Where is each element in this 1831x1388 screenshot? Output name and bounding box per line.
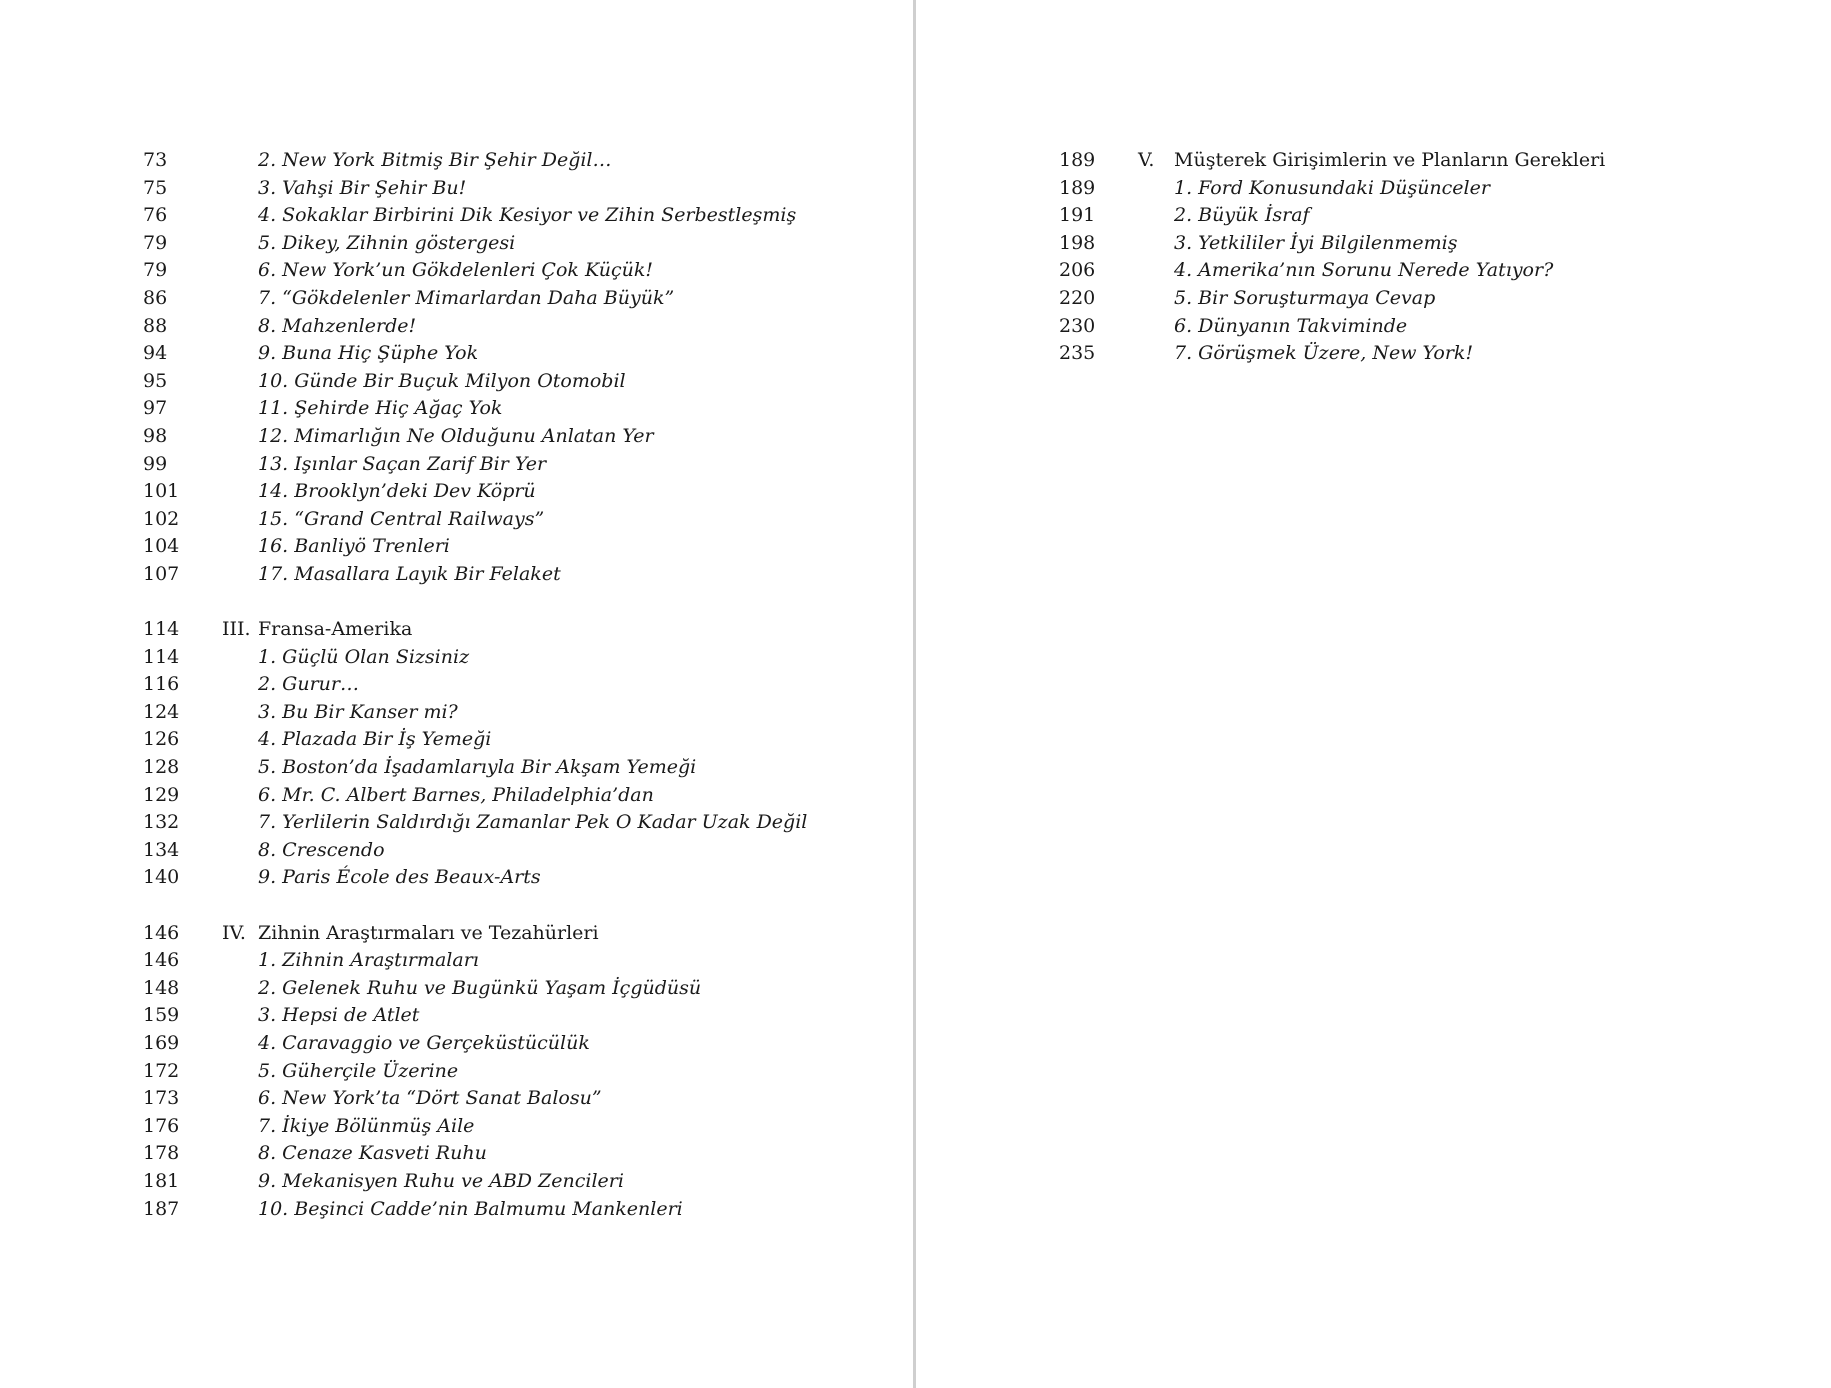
section-title: 4. Plazada Bir İş Yemeği bbox=[258, 728, 492, 751]
section-title: 12. Mimarlığın Ne Olduğunu Anlatan Yer bbox=[258, 424, 654, 447]
section-title: 10. Beşinci Cadde’nin Balmumu Mankenleri bbox=[258, 1197, 683, 1220]
page-number: 101 bbox=[143, 480, 180, 503]
section-title: 3. Vahşi Bir Şehir Bu! bbox=[258, 176, 467, 199]
page-number: 173 bbox=[143, 1087, 180, 1110]
left-page bbox=[0, 0, 913, 1388]
section-title: 15. “Grand Central Railways” bbox=[258, 507, 545, 530]
page-number: 79 bbox=[143, 259, 168, 282]
page-number: 114 bbox=[143, 645, 180, 668]
section-title: 7. “Gökdelenler Mimarlardan Daha Büyük” bbox=[258, 286, 675, 309]
page-number: 99 bbox=[143, 452, 168, 475]
part-title: Zihnin Araştırmaları ve Tezahürleri bbox=[258, 921, 599, 944]
section-title: 8. Crescendo bbox=[258, 838, 385, 861]
page-number: 220 bbox=[1059, 286, 1096, 309]
right-page bbox=[916, 0, 1831, 1388]
page-number: 86 bbox=[143, 286, 168, 309]
section-title: 2. New York Bitmiş Bir Şehir Değil… bbox=[258, 149, 612, 171]
page-number: 206 bbox=[1059, 259, 1096, 282]
section-title: 9. Mekanisyen Ruhu ve ABD Zencileri bbox=[258, 1169, 624, 1192]
page-number: 104 bbox=[143, 535, 180, 558]
part-numeral: III. bbox=[222, 618, 251, 641]
section-title: 14. Brooklyn’deki Dev Köprü bbox=[258, 480, 536, 503]
section-title: 8. Mahzenlerde! bbox=[258, 314, 417, 337]
part-numeral: V. bbox=[1138, 149, 1155, 171]
page-number: 98 bbox=[143, 424, 168, 447]
page-number: 176 bbox=[143, 1114, 180, 1137]
page-number: 235 bbox=[1059, 342, 1096, 365]
section-title: 7. Yerlilerin Saldırdığı Zamanlar Pek O Kadar Uzak Değil bbox=[258, 811, 808, 834]
page-number: 191 bbox=[1059, 204, 1096, 227]
section-title: 6. New York’un Gökdelenleri Çok Küçük! bbox=[258, 259, 654, 282]
part-title: Müşterek Girişimlerin ve Planların Gerekleri bbox=[1174, 149, 1606, 171]
page-number: 148 bbox=[143, 976, 180, 999]
section-title: 3. Yetkililer İyi Bilgilenmemiş bbox=[1174, 231, 1458, 254]
section-title: 7. İkiye Bölünmüş Aile bbox=[258, 1114, 475, 1137]
section-title: 3. Bu Bir Kanser mi? bbox=[258, 700, 458, 723]
page-number: 97 bbox=[143, 397, 168, 420]
page-number: 189 bbox=[1059, 149, 1096, 171]
page-number: 126 bbox=[143, 728, 180, 751]
page-number: 88 bbox=[143, 314, 168, 337]
section-title: 9. Paris École des Beaux-Arts bbox=[258, 866, 541, 889]
part-title: Fransa-Amerika bbox=[258, 618, 413, 641]
page-number: 114 bbox=[143, 618, 180, 641]
section-title: 5. Bir Soruşturmaya Cevap bbox=[1174, 286, 1436, 309]
section-title: 13. Işınlar Saçan Zarif Bir Yer bbox=[258, 452, 547, 475]
section-title: 5. Dikey, Zihnin göstergesi bbox=[258, 231, 516, 254]
page-number: 189 bbox=[1059, 176, 1096, 199]
section-title: 1. Güçlü Olan Sizsiniz bbox=[258, 645, 470, 668]
section-title: 9. Buna Hiç Şüphe Yok bbox=[258, 342, 479, 365]
page-number: 146 bbox=[143, 921, 180, 944]
page-number: 128 bbox=[143, 756, 180, 779]
section-title: 6. Mr. C. Albert Barnes, Philadelphia’dan bbox=[258, 783, 654, 806]
page-number: 230 bbox=[1059, 314, 1096, 337]
section-title: 8. Cenaze Kasveti Ruhu bbox=[258, 1142, 487, 1165]
page-number: 134 bbox=[143, 838, 180, 861]
page-number: 116 bbox=[143, 673, 180, 696]
page-number: 75 bbox=[143, 176, 168, 199]
page-number: 187 bbox=[143, 1197, 180, 1220]
page-number: 129 bbox=[143, 783, 180, 806]
section-title: 5. Boston’da İşadamlarıyla Bir Akşam Yemeği bbox=[258, 756, 697, 779]
section-title: 1. Zihnin Araştırmaları bbox=[258, 949, 479, 972]
page-number: 94 bbox=[143, 342, 168, 365]
page-number: 95 bbox=[143, 369, 168, 392]
page-number: 107 bbox=[143, 562, 180, 585]
section-title: 7. Görüşmek Üzere, New York! bbox=[1174, 342, 1474, 365]
page-number: 198 bbox=[1059, 231, 1096, 254]
section-title: 16. Banliyö Trenleri bbox=[258, 535, 450, 558]
section-title: 4. Sokaklar Birbirini Dik Kesiyor ve Zihin Serbestleşmiş bbox=[258, 204, 797, 227]
page-number: 140 bbox=[143, 866, 180, 889]
page-number: 76 bbox=[143, 204, 168, 227]
page-number: 124 bbox=[143, 700, 180, 723]
section-title: 4. Amerika’nın Sorunu Nerede Yatıyor? bbox=[1174, 259, 1554, 282]
section-title: 1. Ford Konusundaki Düşünceler bbox=[1174, 176, 1490, 199]
section-title: 5. Güherçile Üzerine bbox=[258, 1059, 459, 1082]
section-title: 11. Şehirde Hiç Ağaç Yok bbox=[258, 397, 503, 420]
section-title: 10. Günde Bir Buçuk Milyon Otomobil bbox=[258, 369, 626, 392]
page-number: 169 bbox=[143, 1032, 180, 1054]
section-title: 2. Gelenek Ruhu ve Bugünkü Yaşam İçgüdüsü bbox=[258, 976, 702, 999]
section-title: 2. Gurur… bbox=[258, 673, 359, 696]
page-number: 172 bbox=[143, 1059, 180, 1082]
section-title: 17. Masallara Layık Bir Felaket bbox=[258, 562, 561, 585]
page-number: 159 bbox=[143, 1004, 180, 1027]
page-number: 73 bbox=[143, 149, 168, 171]
section-title: 4. Caravaggio ve Gerçeküstücülük bbox=[258, 1032, 590, 1054]
section-title: 3. Hepsi de Atlet bbox=[258, 1004, 420, 1027]
page-number: 181 bbox=[143, 1169, 180, 1192]
section-title: 6. New York’ta “Dört Sanat Balosu” bbox=[258, 1087, 602, 1110]
page-number: 178 bbox=[143, 1142, 180, 1165]
page-number: 102 bbox=[143, 507, 180, 530]
page-number: 132 bbox=[143, 811, 180, 834]
page-number: 79 bbox=[143, 231, 168, 254]
page-number: 146 bbox=[143, 949, 180, 972]
part-numeral: IV. bbox=[222, 921, 246, 944]
section-title: 2. Büyük İsraf bbox=[1174, 204, 1310, 227]
section-title: 6. Dünyanın Takviminde bbox=[1174, 314, 1408, 337]
